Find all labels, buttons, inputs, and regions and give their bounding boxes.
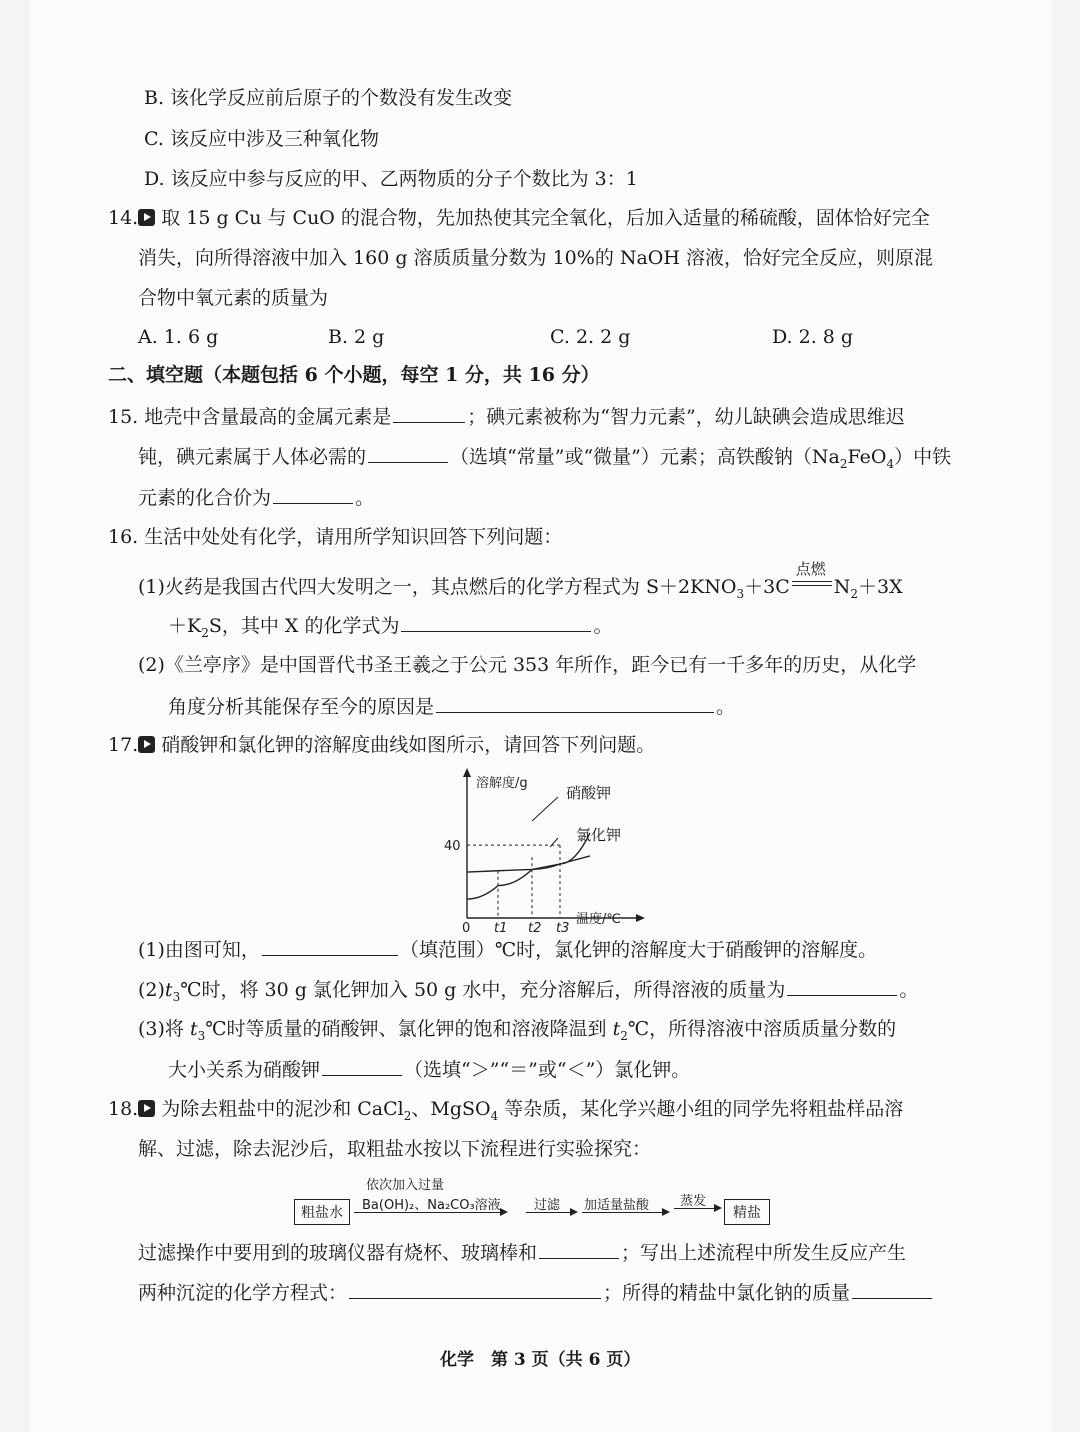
q18-number: 18.: [108, 1098, 139, 1120]
q14-number: 14.: [108, 207, 139, 229]
x-axis-label: 温度/℃: [576, 912, 621, 927]
q17-text: （选填“＞”“＝”或“＜”）氯化钾。: [404, 1059, 691, 1081]
process-flowchart: [294, 1172, 794, 1232]
q17-number: 17.: [108, 734, 139, 756]
q15-text: 15. 地壳中含量最高的金属元素是: [108, 406, 392, 428]
q18-line2: 解、过滤，除去泥沙后，取粗盐水按以下流程进行实验探究：: [138, 1138, 652, 1160]
q14-option-d: D. 2. 8 g: [772, 326, 854, 348]
q17-text: ℃，所得溶液中溶质质量分数的: [627, 1018, 897, 1040]
answer-blank[interactable]: [852, 1280, 932, 1299]
temp-subscript: 2: [620, 1028, 628, 1043]
q16-text: 。: [593, 615, 613, 637]
flow-label-evaporate: 蒸发: [680, 1194, 707, 1209]
q17-part3-line1: [138, 1017, 896, 1048]
q15-text: 元素的化合价为: [138, 487, 272, 509]
flow-arrowhead: [500, 1208, 508, 1216]
legend-kno3: 硝酸钾: [566, 784, 612, 802]
x-tick-label: t2: [528, 921, 542, 935]
q18-text: ；所得的精盐中氯化钠的质量: [603, 1282, 851, 1304]
answer-blank[interactable]: [401, 613, 591, 632]
legend-leader-line: [550, 838, 558, 847]
q17-text: (2): [138, 979, 165, 1001]
q14-option-c: C. 2. 2 g: [550, 326, 631, 348]
flow-box-end: 精盐: [724, 1199, 770, 1225]
q15-text: 。: [355, 487, 375, 509]
q16-text: (1)火药是我国古代四大发明之一，其点燃后的化学方程式为 S＋2KNO: [138, 576, 737, 598]
q16-part2-line1: (2)《兰亭序》是中国晋代书圣王羲之于公元 353 年所作，距今已有一千多年的历史，从化学: [138, 654, 917, 676]
q17-intro: [108, 733, 655, 757]
q16-text: N: [833, 576, 851, 598]
q16-text: 角度分析其能保存至今的原因是: [168, 696, 435, 718]
x-tick-label: 0: [462, 921, 471, 935]
exam-page: [30, 0, 1052, 1432]
answer-blank[interactable]: [322, 1057, 402, 1076]
temp-symbol: t: [189, 1018, 198, 1040]
flow-arrow: [354, 1212, 502, 1213]
q16-text: 。: [716, 696, 736, 718]
flow-label-reagents1: 依次加入过量: [366, 1178, 445, 1193]
answer-blank[interactable]: [273, 485, 353, 504]
q18-text: 过滤操作中要用到的玻璃仪器有烧杯、玻璃棒和: [138, 1242, 538, 1264]
q17-part1: [138, 937, 877, 962]
q15-text: FeO: [847, 446, 887, 468]
x-tick-label: t1: [494, 921, 508, 935]
answer-blank[interactable]: [368, 444, 448, 463]
reaction-condition: [790, 560, 834, 593]
q14-text: 取 15 g Cu 与 CuO 的混合物，先加热使其完全氧化，后加入适量的稀硫酸，固体恰好完全: [161, 207, 930, 229]
condition-label: 点燃: [795, 560, 826, 578]
answer-blank[interactable]: [349, 1280, 601, 1299]
q17-text: (1)由图可知，: [138, 939, 260, 961]
q17-part2: [138, 977, 918, 1009]
q14-option-b: B. 2 g: [328, 326, 385, 348]
q16-intro: 16. 生活中处处有化学，请用所学知识回答下列问题：: [108, 526, 563, 548]
answer-blank[interactable]: [436, 694, 714, 713]
q18-text: 为除去粗盐中的泥沙和 CaCl: [161, 1098, 404, 1120]
legend-kcl: 氯化钾: [576, 826, 622, 844]
q17-text: (3)将: [138, 1018, 184, 1040]
flow-arrowhead: [714, 1204, 722, 1212]
q18-text: ；写出上述流程中所发生反应产生: [621, 1242, 907, 1264]
q18-text: 等杂质，某化学兴趣小组的同学先将粗盐样品溶: [498, 1098, 904, 1120]
q16-part2-line2: [168, 694, 735, 719]
answer-blank[interactable]: [539, 1240, 619, 1259]
q15-text: ；碘元素被称为“智力元素”，幼儿缺碘会造成思维迟: [467, 406, 905, 428]
q18-line3: [138, 1240, 906, 1265]
q13-option-c: C. 该反应中涉及三种氧化物: [144, 128, 379, 150]
q17-text: （填范围）℃时，氯化钾的溶解度大于硝酸钾的溶解度。: [399, 939, 878, 961]
q15-text: ）中铁: [894, 446, 952, 468]
temp-subscript: 3: [172, 989, 181, 1004]
q16-text: ＋K: [168, 615, 202, 637]
q13-option-b: B. 该化学反应前后原子的个数没有发生改变: [144, 87, 513, 109]
legend-leader-line: [532, 797, 558, 821]
equals-line: [792, 585, 832, 586]
q18-line1: 18. 为除去粗盐中的泥沙和 CaCl$_2$、MgSO$_4$ 等杂质，某化学兴趣小组的同学先将粗盐样品溶: [108, 1098, 904, 1123]
q17-text: 硝酸钾和氯化钾的溶解度曲线如图所示，请回答下列问题。: [161, 734, 656, 756]
page-footer: 化学 第 3 页（共 6 页）: [440, 1350, 641, 1370]
q15-text: （选填“常量”或“微量”）元素；高铁酸钠（Na: [450, 446, 840, 468]
q16-text: S，其中 X 的化学式为: [208, 615, 400, 637]
solubility-chart: [440, 765, 670, 935]
q13-option-d: D. 该反应中参与反应的甲、乙两物质的分子个数比为 3：1: [144, 168, 638, 190]
flow-label-filter: 过滤: [534, 1198, 561, 1213]
q15-text: 钝，碘元素属于人体必需的: [138, 446, 367, 468]
q17-text: 。: [899, 979, 919, 1001]
y-axis-label: 溶解度/g: [476, 776, 528, 791]
equals-line: [792, 581, 832, 582]
q14-option-a: A. 1. 6 g: [138, 326, 219, 348]
q14-line3: 合物中氧元素的质量为: [138, 287, 329, 309]
q16-text: ＋3X: [858, 576, 903, 598]
temp-symbol: t: [164, 979, 173, 1001]
play-icon[interactable]: [138, 209, 155, 226]
play-icon[interactable]: [138, 736, 155, 753]
q18-line4: [138, 1280, 934, 1305]
q17-part3-line2: [168, 1057, 690, 1082]
q15-line3: [138, 485, 374, 510]
answer-blank[interactable]: [787, 977, 897, 996]
flow-arrow: [526, 1212, 572, 1213]
temp-subscript: 3: [197, 1028, 206, 1043]
q18-text: 两种沉淀的化学方程式：: [138, 1282, 348, 1304]
q17-text: ℃时，将 30 g 氯化钾加入 50 g 水中，充分溶解后，所得溶液的质量为: [180, 979, 786, 1001]
q15-line1: [108, 404, 905, 429]
x-axis-arrow: [636, 914, 645, 922]
q16-part1-line2: $+K_2S$，其中 X 的化学式为 。: [168, 615, 613, 640]
q16-text: ＋3C: [744, 576, 790, 598]
q16-part1-line1: (1)火药是我国古代四大发明之一，其点燃后的化学方程式为 $S+2KNO_3+3C$ 点燃 $N_2+3X$: [138, 573, 903, 606]
flow-arrow: [582, 1212, 664, 1213]
q17-text: ℃时等质量的硝酸钾、氯化钾的饱和溶液降温到: [205, 1018, 607, 1040]
flow-label-acid: 加适量盐酸: [584, 1198, 650, 1213]
q17-text: 大小关系为硝酸钾: [168, 1059, 321, 1081]
flow-label-reagents2: Ba(OH)₂、Na₂CO₃溶液: [362, 1198, 501, 1213]
section-heading: 二、填空题（本题包括 6 个小题，每空 1 分，共 16 分）: [108, 364, 600, 386]
q14-line2: 消失，向所得溶液中加入 160 g 溶质质量分数为 10%的 NaOH 溶液，恰好完全反应，则原混: [138, 247, 933, 269]
series-line-kno3: [467, 833, 590, 899]
temp-symbol: t: [612, 1018, 621, 1040]
series-line-kcl: [467, 856, 590, 872]
flow-arrowhead: [662, 1208, 670, 1216]
x-tick-label: t3: [556, 921, 570, 935]
q18-text: 、MgSO: [411, 1098, 491, 1120]
y-tick-label: 40: [444, 839, 461, 855]
q15-line2: 钝，碘元素属于人体必需的 （选填“常量”或“微量”）元素；高铁酸钠$(Na_2FeO_4)$中铁: [138, 446, 952, 471]
answer-blank[interactable]: [262, 937, 398, 956]
flow-box-start: 粗盐水: [294, 1199, 350, 1225]
y-axis-arrow: [463, 768, 471, 777]
flow-arrow: [674, 1208, 716, 1209]
play-icon[interactable]: [138, 1100, 155, 1117]
q14-line1: [108, 206, 930, 230]
flow-arrowhead: [570, 1208, 578, 1216]
answer-blank[interactable]: [393, 404, 465, 423]
